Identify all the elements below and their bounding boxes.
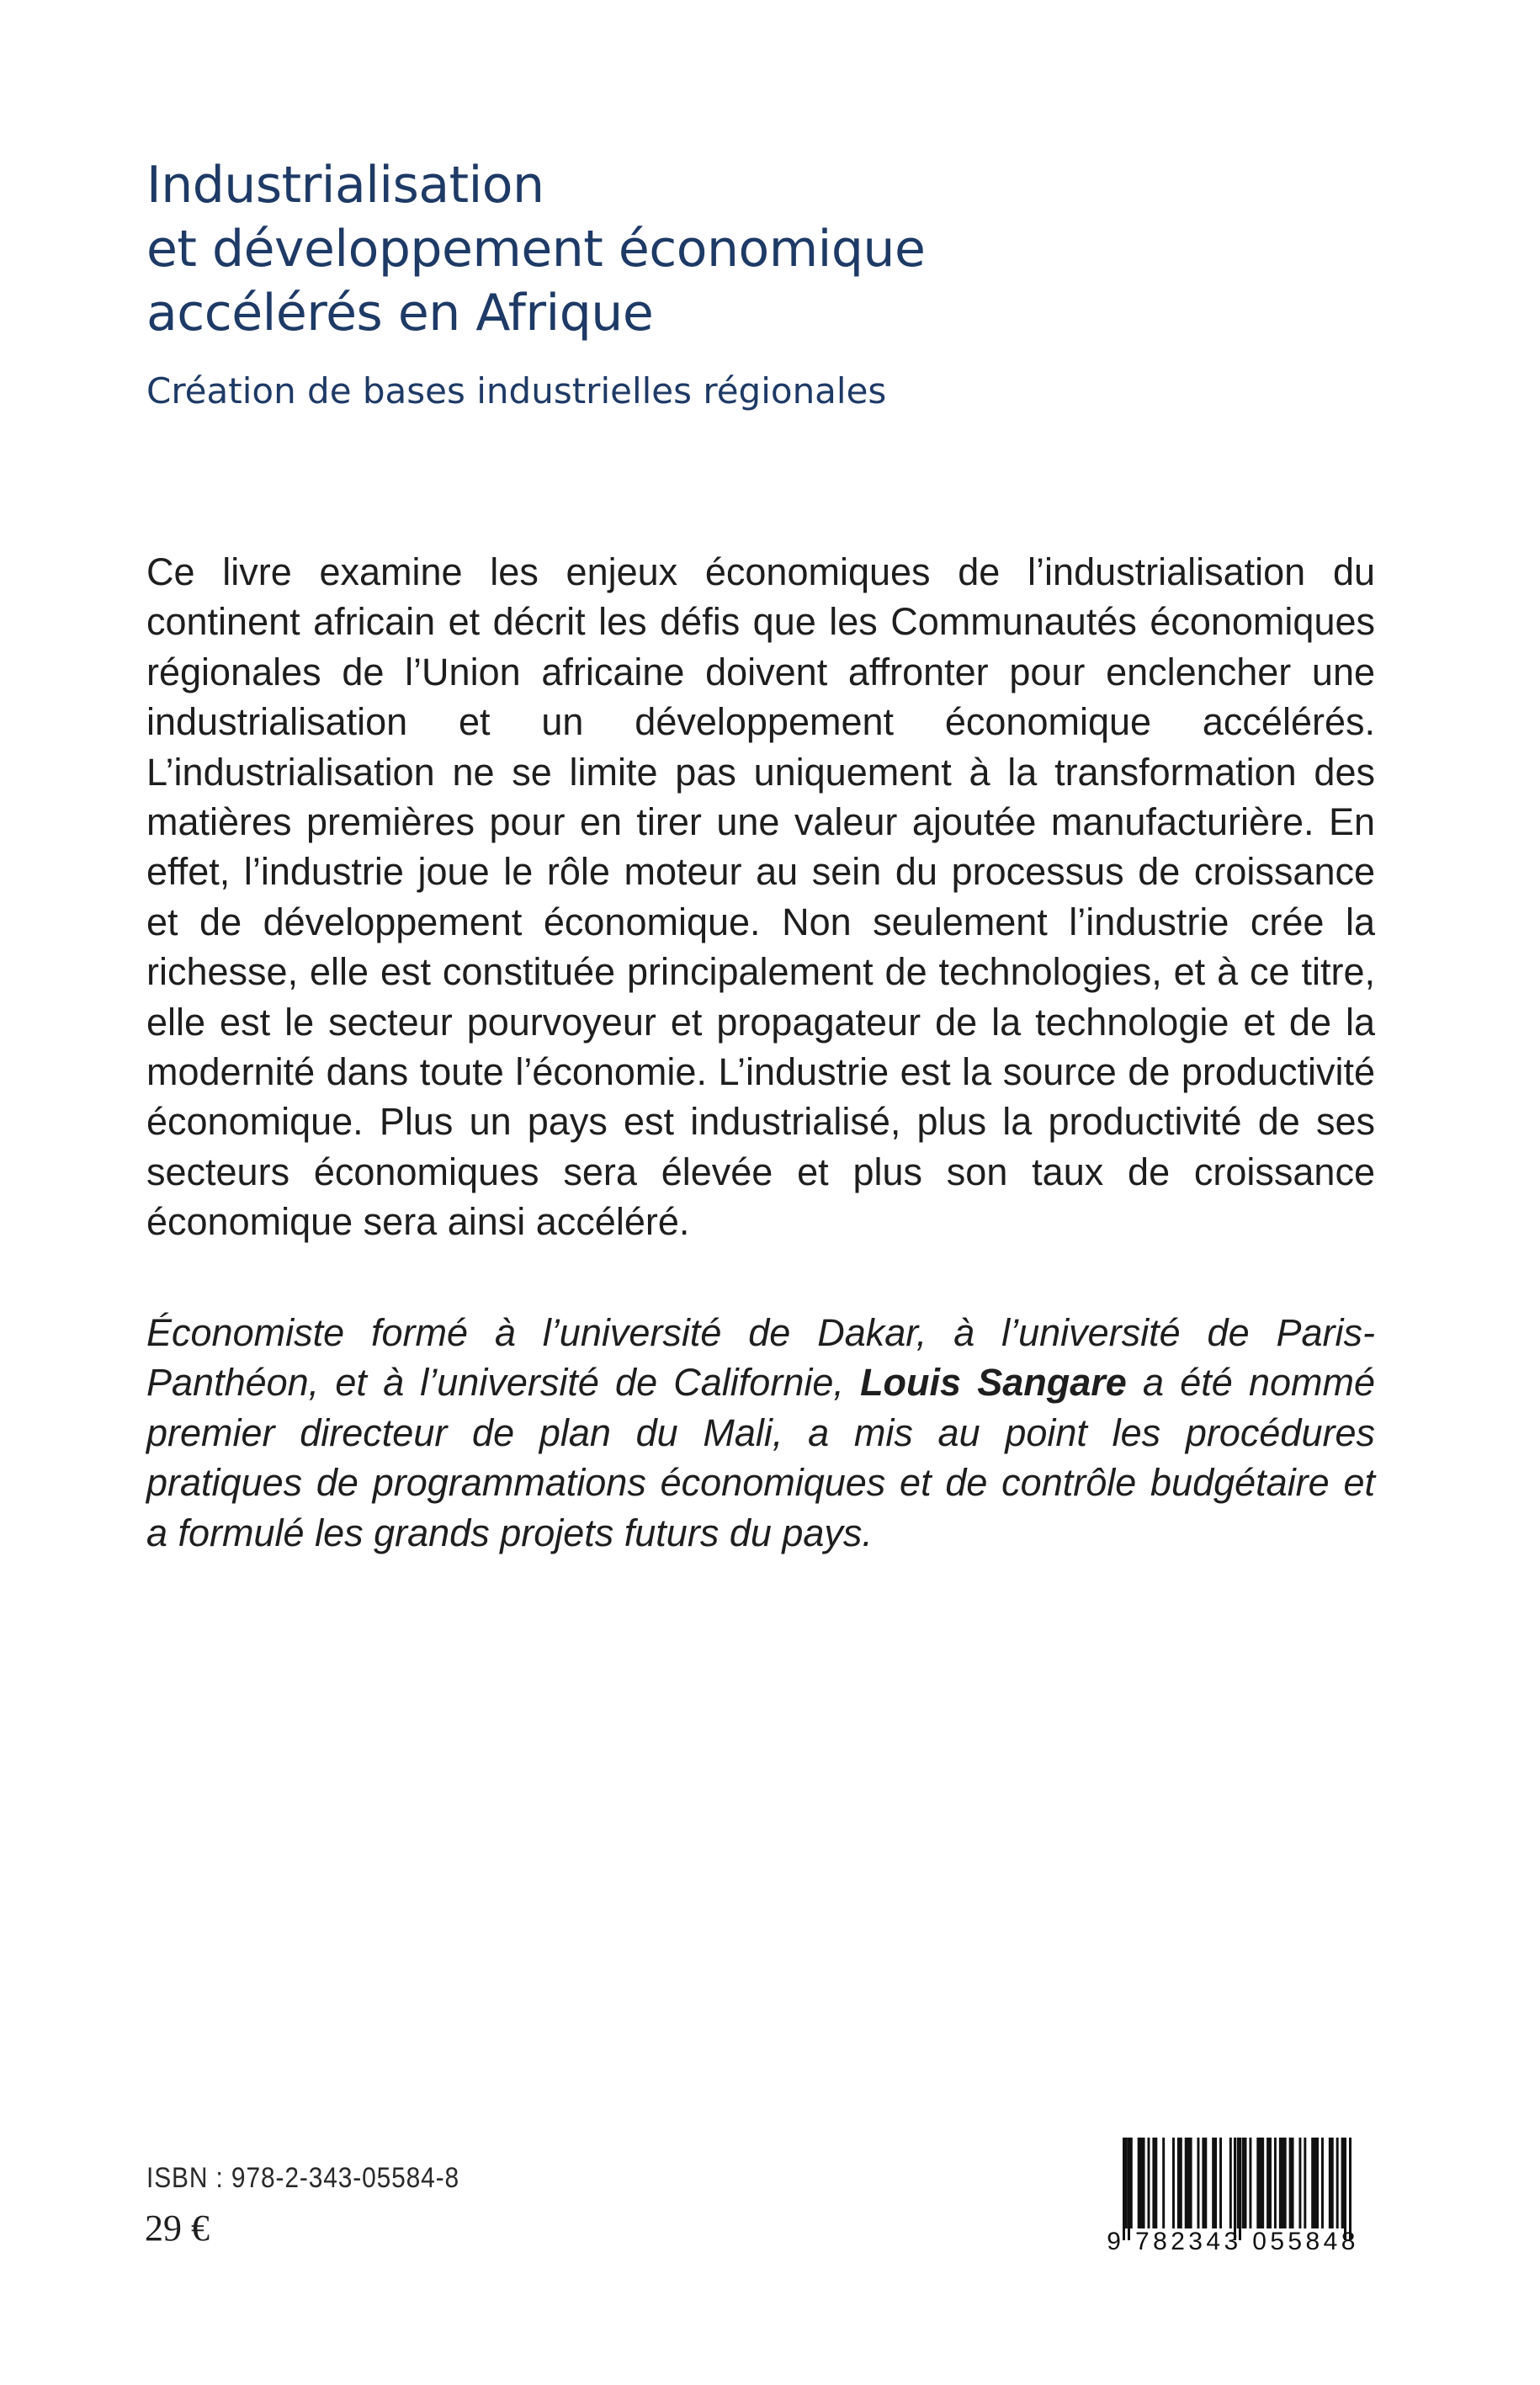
author-bio-details: a été nommé premier directeur de plan du Mali, a mis au point les procédures pratiques de programmations économiques et de contrôle budgétaire et a formulé les grands projets futurs du pays. (146, 1361, 1376, 1554)
title-line-1: Industrialisation (146, 156, 544, 215)
title-line-3: accélérés en Afrique (146, 284, 654, 343)
book-summary: Ce livre examine les enjeux économiques de l’industrialisation du continent africain et décrit les défis que les Communautés économiques régionales de l’Union africaine doivent affronter pour enclencher une industrialisation et un développement économique accélérés. L’industrialisation ne se limite pas uniquement à la transformation des matières premières pour en tirer une valeur ajoutée manufacturière. En effet, l’industrie joue le rôle moteur au sein du processus de croissance et de développement économique. Non seulement l’industrie crée la richesse, elle est constituée principalement de technologies, et à ce titre, elle est le secteur pourvoyeur et propagateur de la technologie et de la modernité dans toute l’économie. L’industrie est la source de productivité économique. Plus un pays est industrialisé, plus la productivité de ses secteurs économiques sera élevée et plus son taux de croissance économique sera ainsi accéléré. (146, 550, 1375, 1244)
author-bio (146, 1308, 1375, 1558)
barcode (1094, 2133, 1372, 2259)
barcode-digits: 9 782343 055848 (1107, 2228, 1359, 2255)
isbn-label: ISBN : 978-2-343-05584-8 (146, 2162, 460, 2194)
price-label: 29 € (145, 2207, 210, 2249)
author-name: Louis Sangare (860, 1361, 1127, 1405)
title-line-2: et développement économique (146, 220, 926, 279)
cover-title-block (146, 153, 1325, 414)
subtitle: Création de bases industrielles régionales (146, 370, 887, 412)
author-bio-intro: Économiste formé à l’université de Dakar, à l’université de Paris-Panthéon, et à l’université de Californie, (146, 1311, 1375, 1405)
